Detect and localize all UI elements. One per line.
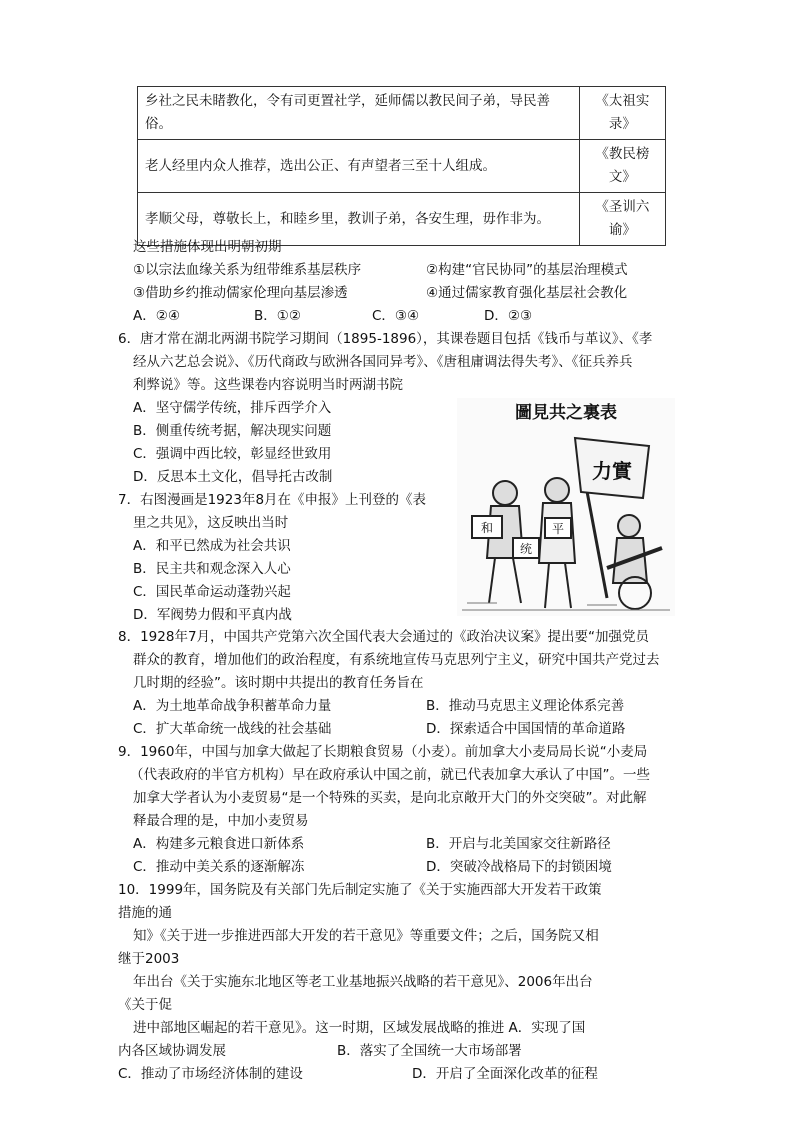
q9-stem-line: （代表政府的半官方机构）早在政府承认中国之前，就已代表加拿大承认了中国”。一些 <box>130 767 650 783</box>
q10-stem-line: 知》《关于进一步推进西部大开发的若干意见》等重要文件；之后，国务院又相 <box>133 928 599 944</box>
q9-stem-line: 加拿大学者认为小麦贸易“是一个特殊的买卖，是向北京敞开大门的外交突破”。对此解 <box>133 790 647 806</box>
cartoon-label: 平 <box>551 522 565 536</box>
q10-stem-line: 措施的通 <box>118 905 172 921</box>
q7-option-d[interactable]: D．军阀势力假和平真内战 <box>133 607 292 623</box>
q5-item-1: ①以宗法血缘关系为纽带维系基层秩序 <box>133 262 362 278</box>
q5-item-3: ③借助乡约推动儒家伦理向基层渗透 <box>133 285 348 301</box>
q10-stem-line: 年出台《关于实施东北地区等老工业基地振兴战略的若干意见》、2006年出台 <box>133 974 593 990</box>
table-cell-source <box>579 193 665 246</box>
q5-option-a[interactable]: A．②④ <box>133 308 180 324</box>
q5-option-d[interactable]: D．②③ <box>484 308 533 324</box>
cell-line: 谕》 <box>608 222 636 238</box>
table-row <box>138 87 666 140</box>
table-cell-source <box>579 87 665 140</box>
q10-stem-line: 继于2003 <box>118 951 180 967</box>
q9-stem-line: 9．1960年，中国与加拿大做起了长期粮食贸易（小麦）。前加拿大小麦局局长说“小麦局 <box>118 744 648 760</box>
q8-stem-line: 群众的教育，增加他们的政治程度，有系统地宣传马克思列宁主义，研究中国共产党过去 <box>133 652 660 668</box>
q5-item-2: ②构建“官民协同”的基层治理模式 <box>426 262 628 278</box>
q7-stem-line: 7．右图漫画是1923年8月在《申报》上刊登的《表 <box>118 492 427 508</box>
q7-option-c[interactable]: C．国民革命运动蓬勃兴起 <box>133 584 291 600</box>
cell-line: 文》 <box>608 169 636 185</box>
q8-option-a[interactable]: A．为土地革命战争积蓄革命力量 <box>133 698 332 714</box>
q8-option-d[interactable]: D．探索适合中国国情的革命道路 <box>426 721 626 737</box>
cartoon-flag-text: 力實 <box>592 459 632 483</box>
cell-line: 《太祖实 <box>595 93 650 109</box>
q8-stem-line: 几时期的经验”。该时期中共提出的教育任务旨在 <box>133 675 424 691</box>
q5-stem: 这些措施体现出明朝初期 <box>133 239 282 255</box>
q7-option-a[interactable]: A．和平已然成为社会共识 <box>133 538 291 554</box>
cell-line: 孝顺父母，尊敬长上，和睦乡里，教训子弟，各安生理，毋作非为。 <box>145 210 550 227</box>
q8-stem-line: 8．1928年7月，中国共产党第六次全国代表大会通过的《政治决议案》提出要“加强党员 <box>118 629 650 645</box>
q7-stem-line: 里之共见》，这反映出当时 <box>133 515 289 531</box>
q10-option-b[interactable]: B．落实了全国统一大市场部署 <box>337 1043 522 1059</box>
q10-stem-line: 《关于促 <box>118 997 172 1013</box>
q6-stem-line: 利弊说》等。这些课卷内容说明当时两湖书院 <box>133 377 403 393</box>
q9-option-d[interactable]: D．突破冷战格局下的封锁困境 <box>426 859 612 875</box>
table-row <box>138 140 666 193</box>
cell-line: 录》 <box>608 116 636 132</box>
cartoon-title: 圖見共之裏表 <box>515 403 617 423</box>
cartoon-label: 统 <box>519 542 533 556</box>
q6-option-c[interactable]: C．强调中西比较，彰显经世致用 <box>133 446 332 462</box>
cell-line: 《圣训六 <box>595 199 650 215</box>
q10-option-a-cont: 内各区域协调发展 <box>118 1043 226 1059</box>
q10-option-d[interactable]: D．开启了全面深化改革的征程 <box>412 1066 598 1082</box>
q6-option-b[interactable]: B．侧重传统考据，解决现实问题 <box>133 423 332 439</box>
q5-option-b[interactable]: B．①② <box>254 308 301 324</box>
q8-option-c[interactable]: C．扩大革命统一战线的社会基础 <box>133 721 332 737</box>
table-cell-source <box>579 140 665 193</box>
table-cell-text <box>138 87 580 140</box>
cell-line: 老人经里内众人推荐，选出公正、有声望者三至十人组成。 <box>145 157 496 174</box>
table-cell-text <box>138 140 580 193</box>
q10-option-c[interactable]: C．推动了市场经济体制的建设 <box>118 1066 303 1082</box>
source-table <box>137 86 666 246</box>
q10-stem-line: 进中部地区崛起的若干意见》。这一时期，区域发展战略的推进 A．实现了国 <box>133 1020 586 1036</box>
q6-option-a[interactable]: A．坚守儒学传统，排斥西学介入 <box>133 400 332 416</box>
q10-stem-line: 10．1999年，国务院及有关部门先后制定实施了《关于实施西部大开发若干政策 <box>118 882 602 898</box>
q9-stem-line: 释最合理的是，中加小麦贸易 <box>133 813 309 829</box>
q5-option-c[interactable]: C．③④ <box>372 308 420 324</box>
q6-stem-line: 经从六艺总会说》、《历代商政与欧洲各国同异考》、《唐租庸调法得失考》、《征兵养兵 <box>133 354 633 370</box>
q9-option-c[interactable]: C．推动中美关系的逐渐解冻 <box>133 859 305 875</box>
q9-option-b[interactable]: B．开启与北美国家交往新路径 <box>426 836 611 852</box>
q8-option-b[interactable]: B．推动马克思主义理论体系完善 <box>426 698 625 714</box>
cell-line: 乡社之民未睹教化，令有司更置社学，延师儒以教民间子弟，导民善 <box>145 93 550 109</box>
cell-line: 《教民榜 <box>595 146 650 162</box>
cartoon-image <box>457 398 675 616</box>
q9-option-a[interactable]: A．构建多元粮食进口新体系 <box>133 836 305 852</box>
cell-line: 俗。 <box>145 116 172 132</box>
q6-option-d[interactable]: D．反思本土文化，倡导托古改制 <box>133 469 333 485</box>
q7-option-b[interactable]: B．民主共和观念深入人心 <box>133 561 291 577</box>
cartoon-label: 和 <box>480 521 494 535</box>
q6-stem-line: 6．唐才常在湖北两湖书院学习期间（1895-1896），其课卷题目包括《钱币与革议》、《孝 <box>118 331 653 347</box>
q5-item-4: ④通过儒家教育强化基层社会教化 <box>426 285 628 301</box>
